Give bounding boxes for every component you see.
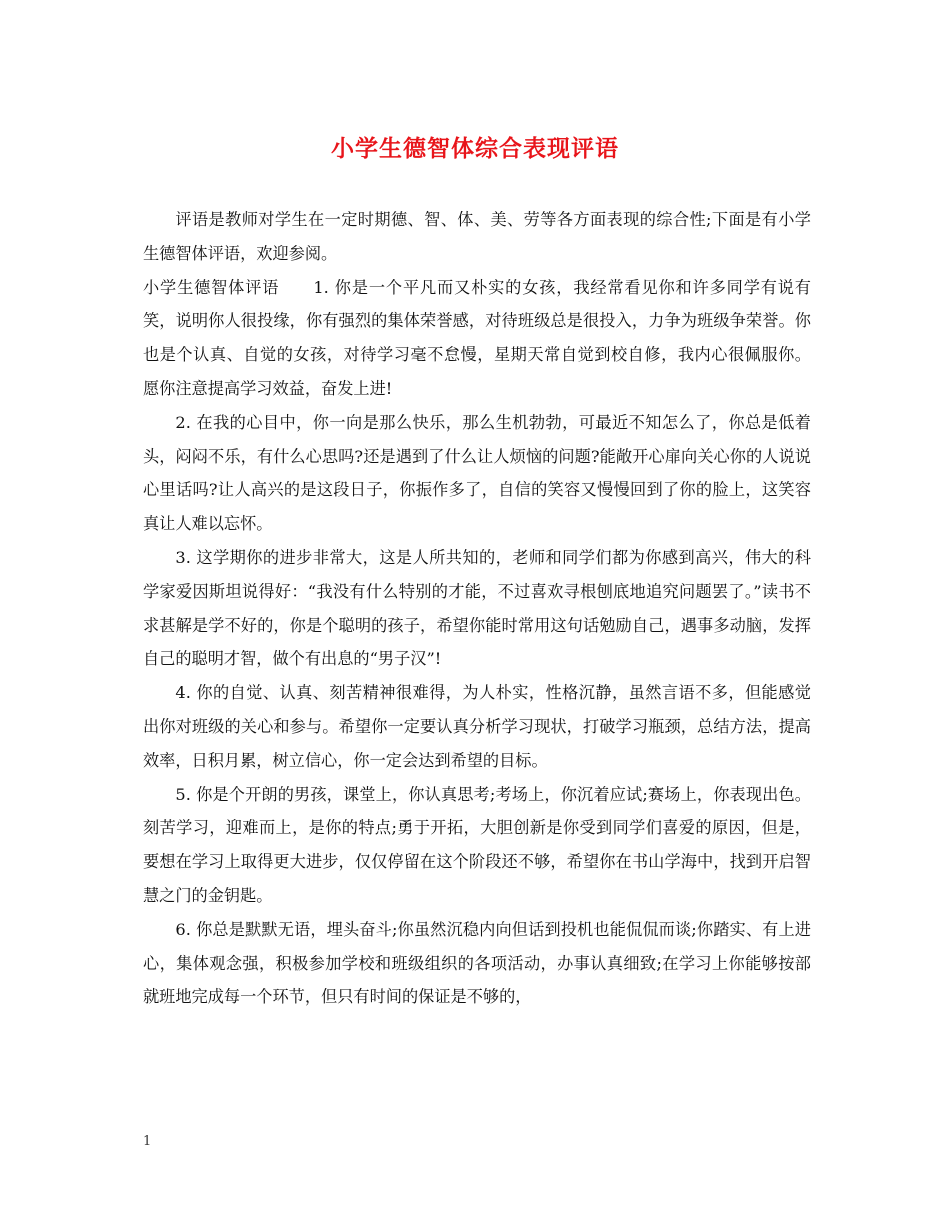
page-number: 1 bbox=[143, 1134, 152, 1149]
comment-paragraph-4: 4. 你的自觉、认真、刻苦精神很难得，为人朴实，性格沉静，虽然言语不多，但能感觉出你对班级的关心和参与。希望你一定要认真分析学习现状，打破学习瓶颈，总结方法，提高效率，日积月累，树立信心，你一定会达到希望的目标。 bbox=[143, 683, 811, 770]
intro-paragraph: 评语是教师对学生在一定时期德、智、体、美、劳等各方面表现的综合性;下面是有小学生德智体评语，欢迎参阅。 bbox=[143, 210, 811, 263]
document-title: 小学生德智体综合表现评语 bbox=[331, 135, 619, 162]
document-body bbox=[143, 203, 811, 1014]
comment-paragraph-1: 小学生德智体评语 1. 你是一个平凡而又朴实的女孩，我经常看见你和许多同学有说有笑，说明你人很投缘，你有强烈的集体荣誉感，对待班级总是很投入，力争为班级争荣誉。你也是个认真、自觉的女孩，对待学习毫不怠慢，星期天常自觉到校自修，我内心很佩服你。 愿你注意提高学习效益，奋发上进! bbox=[143, 277, 811, 398]
comment-paragraph-2: 2. 在我的心目中，你一向是那么快乐，那么生机勃勃，可最近不知怎么了，你总是低着头，闷闷不乐，有什么心思吗?还是遇到了什么让人烦恼的问题?能敞开心扉向关心你的人说说心里话吗?让人高兴的是这段日子，你振作多了，自信的笑容又慢慢回到了你的脸上，这笑容真让人难以忘怀。 bbox=[143, 412, 811, 534]
comment-paragraph-3: 3. 这学期你的进步非常大，这是人所共知的，老师和同学们都为你感到高兴，伟大的科学家爱因斯坦说得好：“我没有什么特别的才能，不过喜欢寻根刨底地追究问题罢了。”读书不求甚解是学不好的，你是个聪明的孩子，希望你能时常用这句话勉励自己，遇事多动脑，发挥自己的聪明才智，做个有出息的“男子汉”! bbox=[143, 547, 811, 669]
comment-paragraph-6: 6. 你总是默默无语，埋头奋斗;你虽然沉稳内向但话到投机也能侃侃而谈;你踏实、有上进心，集体观念强，积极参加学校和班级组织的各项活动，办事认真细致;在学习上你能够按部就班地完成每一个环节，但只有时间的保证是不够的， bbox=[143, 919, 811, 1007]
comment-paragraph-5: 5. 你是个开朗的男孩，课堂上，你认真思考;考场上，你沉着应试;赛场上，你表现出色。刻苦学习，迎难而上，是你的特点;勇于开拓，大胆创新是你受到同学们喜爱的原因，但是，要想在学习上取得更大进步，仅仅停留在这个阶段还不够，希望你在书山学海中，找到开启智慧之门的金钥匙。 bbox=[143, 784, 811, 905]
